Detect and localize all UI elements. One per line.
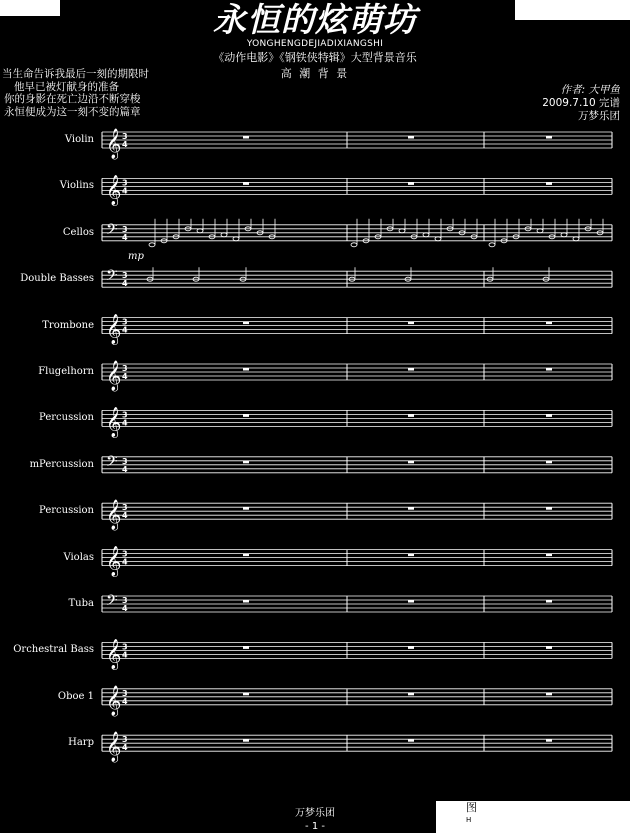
corner-watermark-box <box>436 801 630 833</box>
time-signature-top: 3 <box>122 132 128 141</box>
whole-rest-icon <box>408 461 414 464</box>
time-signature-bottom: 4 <box>122 232 128 242</box>
instrument-label: Violin <box>64 134 94 145</box>
instrument-label: Double Basses <box>20 273 94 285</box>
time-signature-top: 3 <box>122 178 128 188</box>
whole-rest-icon <box>243 646 249 649</box>
whole-rest-icon <box>546 554 552 557</box>
corner-text: H <box>466 816 472 824</box>
note-head <box>489 243 495 247</box>
score-subtitle: 《动作电影》《钢铁侠特辑》大型背景音乐 <box>213 51 417 64</box>
instrument-label: Violins <box>59 180 94 192</box>
note-head <box>149 243 155 247</box>
time-signature-bottom: 4 <box>122 418 128 428</box>
lyric-line: 他早已被灯献身的准备 <box>14 80 119 93</box>
time-signature-bottom: 4 <box>122 557 128 567</box>
note-head <box>351 243 357 247</box>
whole-rest-icon <box>243 414 249 417</box>
treble-clef-icon: 𝄞 <box>106 685 122 716</box>
whole-rest-icon <box>408 739 414 742</box>
whole-rest-icon <box>243 600 249 603</box>
note-head <box>221 233 227 237</box>
credit-org: 万梦乐团 <box>578 110 620 122</box>
time-signature-bottom: 4 <box>122 325 128 335</box>
time-signature-bottom: 4 <box>122 186 128 196</box>
time-signature-bottom: 4 <box>122 140 128 149</box>
instrument-label: mPercussion <box>29 458 94 470</box>
dynamic-mark: mp <box>128 250 144 262</box>
score-subsubtitle: 高 潮 背 景 <box>280 67 350 80</box>
treble-clef-icon: 𝄞 <box>106 175 122 206</box>
bass-clef-icon: 𝄢 <box>106 592 118 613</box>
whole-rest-icon <box>546 507 552 510</box>
whole-rest-icon <box>408 322 414 325</box>
instrument-label: Tuba <box>68 598 94 609</box>
whole-rest-icon <box>546 461 552 464</box>
time-signature-top: 3 <box>122 642 128 652</box>
time-signature-top: 3 <box>122 549 128 559</box>
whole-rest-icon <box>408 182 414 185</box>
time-signature-bottom: 4 <box>122 650 128 660</box>
whole-rest-icon <box>546 600 552 603</box>
time-signature-top: 3 <box>122 410 128 420</box>
treble-clef-icon: 𝄞 <box>106 407 122 438</box>
note-head <box>573 237 579 241</box>
lyric-line: 当生命告诉我最后一刻的期限时 <box>2 68 149 80</box>
note-head <box>233 237 239 241</box>
whole-rest-icon <box>408 554 414 557</box>
instrument-label: Cellos <box>62 226 94 238</box>
time-signature-top: 3 <box>122 688 128 698</box>
page-number: - 1 - <box>305 821 325 832</box>
credit-author: 作者: 大甲鱼 <box>560 84 620 96</box>
time-signature-bottom: 4 <box>122 743 128 753</box>
instrument-label: Percussion <box>39 412 94 424</box>
whole-rest-icon <box>546 322 552 325</box>
time-signature-top: 3 <box>122 364 128 373</box>
note-head <box>561 233 567 237</box>
note-head <box>435 237 441 241</box>
whole-rest-icon <box>243 739 249 742</box>
whole-rest-icon <box>408 600 414 603</box>
whole-rest-icon <box>243 182 249 185</box>
instrument-label: Oboe 1 <box>57 690 94 702</box>
instrument-label: Violas <box>63 551 94 563</box>
treble-clef-icon: 𝄞 <box>106 314 122 345</box>
note-head <box>399 229 405 233</box>
whole-rest-icon <box>408 646 414 649</box>
time-signature-top: 3 <box>122 271 128 281</box>
treble-clef-icon: 𝄞 <box>106 732 122 763</box>
bass-clef-icon: 𝄢 <box>106 220 118 242</box>
whole-rest-icon <box>546 136 552 139</box>
corner-text: 图 <box>466 801 477 814</box>
whole-rest-icon <box>546 368 552 371</box>
treble-clef-icon: 𝄞 <box>106 129 122 159</box>
score-pinyin: YONGHENGDEJIADIXIANGSHI <box>246 39 384 49</box>
whole-rest-icon <box>546 182 552 185</box>
lyric-line: 你的身影在死亡边沿不断穿梭 <box>4 93 141 105</box>
credit-date: 2009.7.10 完谱 <box>542 97 620 109</box>
treble-clef-icon: 𝄞 <box>106 639 122 670</box>
whole-rest-icon <box>408 368 414 371</box>
treble-clef-icon: 𝄞 <box>106 500 122 531</box>
note-head <box>537 229 543 233</box>
instrument-label: Orchestral Bass <box>13 644 94 656</box>
time-signature-top: 3 <box>122 596 128 605</box>
whole-rest-icon <box>408 414 414 417</box>
whole-rest-icon <box>243 136 249 139</box>
whole-rest-icon <box>243 368 249 371</box>
time-signature-top: 3 <box>122 317 128 327</box>
lyric-line: 永恒便成为这一刻不变的篇章 <box>4 105 141 118</box>
note-head <box>423 233 429 237</box>
instrument-label: Harp <box>68 737 94 749</box>
instrument-label: Flugelhorn <box>38 366 94 377</box>
whole-rest-icon <box>408 693 414 696</box>
whole-rest-icon <box>546 414 552 417</box>
time-signature-bottom: 4 <box>122 279 128 289</box>
time-signature-bottom: 4 <box>122 604 128 613</box>
time-signature-top: 3 <box>122 224 128 234</box>
instrument-label: Percussion <box>39 505 94 517</box>
time-signature-bottom: 4 <box>122 696 128 706</box>
whole-rest-icon <box>408 507 414 510</box>
whole-rest-icon <box>243 507 249 510</box>
bass-clef-icon: 𝄢 <box>106 452 118 474</box>
footer-org: 万梦乐团 <box>295 808 335 819</box>
whole-rest-icon <box>546 693 552 696</box>
whole-rest-icon <box>243 461 249 464</box>
bass-clef-icon: 𝄢 <box>106 267 118 289</box>
whole-rest-icon <box>546 646 552 649</box>
whole-rest-icon <box>408 136 414 139</box>
time-signature-top: 3 <box>122 735 128 745</box>
treble-clef-icon: 𝄞 <box>106 361 122 391</box>
treble-clef-icon: 𝄞 <box>106 546 122 577</box>
time-signature-top: 3 <box>122 503 128 513</box>
whole-rest-icon <box>243 322 249 325</box>
whole-rest-icon <box>243 693 249 696</box>
time-signature-bottom: 4 <box>122 511 128 521</box>
time-signature-bottom: 4 <box>122 372 128 381</box>
time-signature-top: 3 <box>122 456 128 466</box>
whole-rest-icon <box>546 739 552 742</box>
note-head <box>197 229 203 233</box>
whole-rest-icon <box>243 554 249 557</box>
score-title: 永恒的炫萌坊 <box>213 0 417 39</box>
time-signature-bottom: 4 <box>122 464 128 474</box>
instrument-label: Trombone <box>42 319 94 331</box>
